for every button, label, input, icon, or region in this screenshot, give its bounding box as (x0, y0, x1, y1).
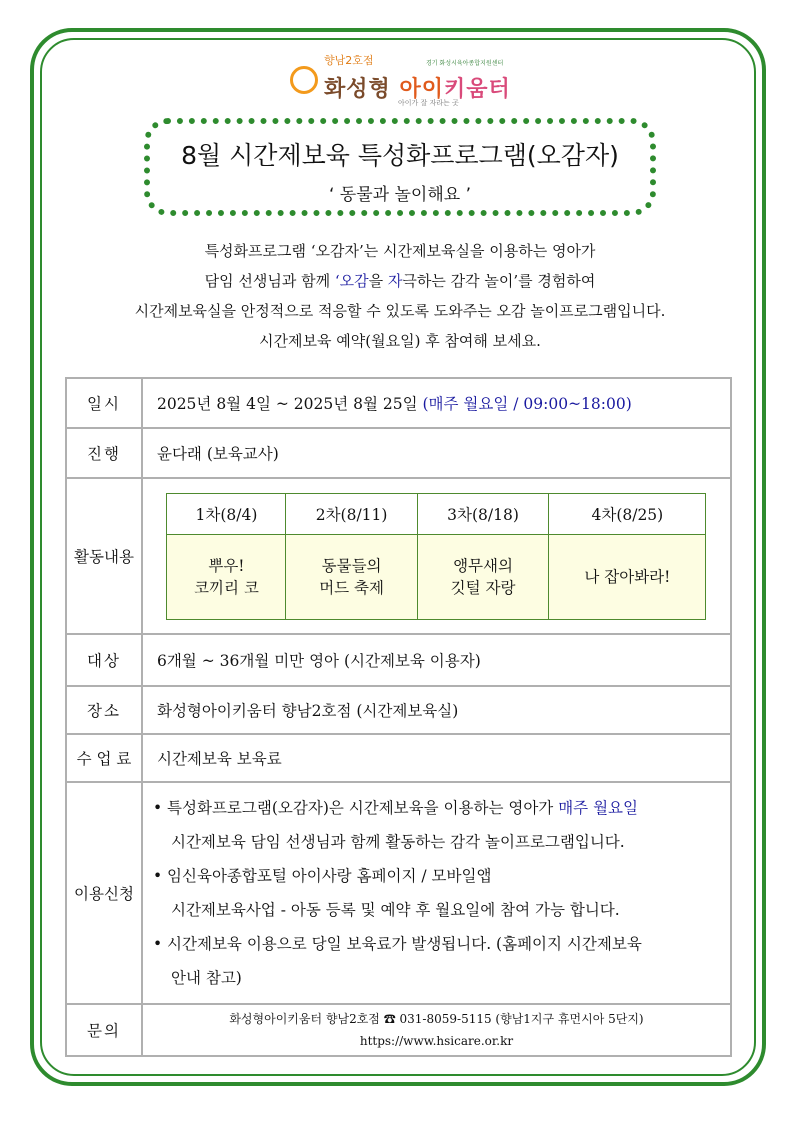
row-date (66, 378, 731, 428)
session-round: 3차(8/18) (417, 493, 548, 534)
value-place: 화성형아이키움터 향남2호점 (시간제보육실) (142, 686, 731, 734)
row-host (66, 428, 731, 478)
intro-line-2-e: 극하는 감각 놀이’를 경험하여 (402, 272, 596, 290)
intro-line-2-d: 자 (387, 272, 403, 290)
page-title: 8월 시간제보육 특성화프로그램(오감자) (181, 141, 619, 170)
row-activity (66, 478, 731, 634)
label-apply: 이용신청 (66, 782, 142, 1004)
intro-line-1: 특성화프로그램 ‘오감자’는 시간제보육실을 이용하는 영아가 (204, 242, 596, 260)
label-target-a: 대 (87, 652, 104, 670)
logo-name-part3: 키움터 (443, 77, 511, 102)
label-host-b: 행 (103, 445, 121, 463)
label-date-b: 시 (103, 395, 121, 413)
session-title (549, 534, 706, 619)
value-date (142, 378, 731, 428)
label-place-a: 장 (87, 702, 104, 720)
intro-line-2-b: ‘오감 (334, 272, 369, 290)
apply-bullet-3 (153, 927, 720, 995)
info-table (65, 377, 732, 1057)
session-title-line2: 코끼리 코 (194, 578, 259, 597)
session-title-line2: 깃털 자랑 (450, 578, 516, 597)
intro-line-4: 시간제보육 예약(월요일) 후 참여해 보세요. (259, 332, 541, 350)
row-fee (66, 734, 731, 782)
label-host-a: 진 (87, 445, 104, 463)
logo-name-part2: 아이 (399, 77, 444, 102)
apply-b3-a: • 시간제보육 이용으로 당일 보육료가 발생됩니다. (홈페이지 시간제보육 (152, 935, 642, 953)
apply-b3-b: 안내 참고) (170, 969, 242, 987)
apply-bullet-2 (153, 859, 720, 927)
label-contact-a: 문 (87, 1022, 104, 1040)
label-host (66, 428, 142, 478)
session-title (417, 534, 548, 619)
session-title-line2: 머드 축제 (319, 578, 385, 597)
label-date-a: 일 (87, 395, 104, 413)
logo-org: 경기 화성시육아종합지원센터 (426, 60, 504, 67)
session-title-line1: 동물들의 (321, 556, 382, 575)
schedule-header-row (167, 493, 706, 534)
intro-text (60, 236, 740, 356)
session-round: 1차(8/4) (167, 493, 286, 534)
logo-face-icon (290, 66, 318, 94)
session-title-line1: 나 잡아봐라! (584, 567, 671, 586)
value-host: 윤다래 (보육교사) (142, 428, 731, 478)
title-box (144, 118, 656, 216)
contact-phone: 화성형아이키움터 향남2호점 ☎ 031-8059-5115 (향남1지구 휴먼시아 5단지) (229, 1012, 644, 1026)
row-place (66, 686, 731, 734)
contact-website-link[interactable]: https://www.hsicare.or.kr (359, 1034, 514, 1048)
logo-branch: 향남2호점 (324, 54, 374, 67)
apply-bullet-1 (153, 791, 720, 859)
session-round: 4차(8/25) (549, 493, 706, 534)
label-activity: 활동내용 (66, 478, 142, 634)
logo-name-part1: 화성형 (324, 77, 391, 102)
value-fee: 시간제보육 보육료 (142, 734, 731, 782)
logo (286, 52, 518, 108)
value-date-main: 2025년 8월 4일 ~ 2025년 8월 25일 (156, 395, 423, 413)
row-contact (66, 1004, 731, 1056)
value-contact (142, 1004, 731, 1056)
row-target (66, 634, 731, 686)
label-date (66, 378, 142, 428)
apply-b2-a: • 임신육아종합포털 아이사랑 홈페이지 / 모바일앱 (152, 867, 492, 885)
page-subtitle: ‘ 동물과 놀이해요 ’ (329, 185, 471, 205)
session-round: 2차(8/11) (286, 493, 417, 534)
value-date-highlight: (매주 월요일 / 09:00~18:00) (422, 395, 632, 413)
apply-b1-a: • 특성화프로그램(오감자)은 시간제보육을 이용하는 영아가 (152, 799, 559, 817)
session-title (286, 534, 417, 619)
session-title-line1: 앵무새의 (453, 556, 513, 575)
label-target (66, 634, 142, 686)
value-target: 6개월 ~ 36개월 미만 영아 (시간제보육 이용자) (142, 634, 731, 686)
intro-line-2-c: 을 (368, 272, 388, 290)
schedule-table (166, 493, 706, 620)
value-activity (142, 478, 731, 634)
session-title-line1: 뿌우! (208, 556, 245, 575)
label-place-b: 소 (103, 702, 121, 720)
apply-b1-c: 시간제보육 담임 선생님과 함께 활동하는 감각 놀이프로그램입니다. (170, 833, 625, 851)
label-place (66, 686, 142, 734)
label-fee: 수 업 료 (66, 734, 142, 782)
intro-line-2-a: 담임 선생님과 함께 (204, 272, 335, 290)
value-apply (142, 782, 731, 1004)
label-contact (66, 1004, 142, 1056)
schedule-body-row (167, 534, 706, 619)
logo-tagline: 아이가 잘 자라는 곳 (398, 99, 459, 107)
label-contact-b: 의 (103, 1022, 121, 1040)
intro-line-3: 시간제보육실을 안정적으로 적응할 수 있도록 도와주는 오감 놀이프로그램입니다. (134, 302, 666, 320)
session-title (167, 534, 286, 619)
intro-line-2 (60, 266, 740, 296)
apply-b2-b: 시간제보육사업 - 아동 등록 및 예약 후 월요일에 참여 가능 합니다. (170, 901, 620, 919)
apply-b1-b: 매주 월요일 (558, 799, 638, 817)
label-target-b: 상 (103, 652, 121, 670)
row-apply (66, 782, 731, 1004)
